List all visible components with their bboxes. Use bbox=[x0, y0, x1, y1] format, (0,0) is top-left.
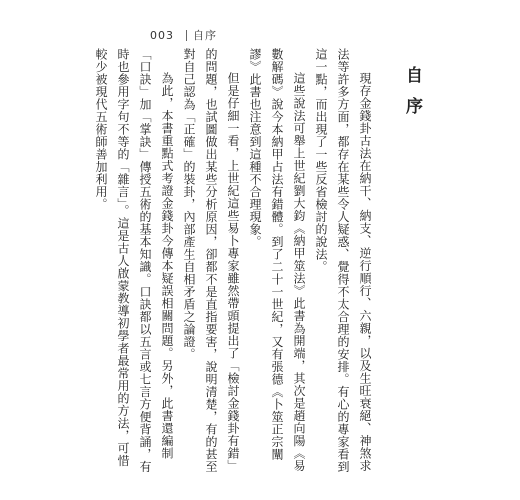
page-body bbox=[94, 48, 425, 478]
running-header bbox=[150, 27, 217, 43]
chapter-title: 自序 bbox=[402, 66, 422, 128]
paragraph-2: 這些說法可舉上世紀劉大鈞《納甲筮法》此書為開端，其次是趙向陽《易數解碼》說今本納甲占法有錯體。到了二十一世紀，又有張德《卜筮正宗闡謬》此書也注意到這種不合理現象。 bbox=[248, 48, 306, 472]
paragraph-1: 現存金錢卦古法在納干、納支、逆行順行、六親，以及生旺衰絕、神煞求法等許多方面，都存在某些令人疑惑、覺得不太合理的安排。有心的專家看到這一點，而出現了一些反省檢討的說法。 bbox=[314, 48, 372, 473]
page-number: 003 bbox=[150, 28, 174, 42]
header-section-title: 自序 bbox=[193, 29, 217, 42]
header-divider bbox=[186, 30, 187, 41]
paragraph-4: 為此，本書重點式考證金錢卦今傳本疑誤相關問題。另外，此書還編制「口訣」加「掌訣」傳授五術的基本知識。口訣都以五言或七言方便背誦，有時也參用字句不等的「雜言」。這是古人啟蒙教導初學者最常用的方法，可惜較少被現代五術師善加利用。 bbox=[94, 48, 174, 473]
paragraph-3: 但是仔細一看，上世紀這些易卜專家雖然帶頭提出了「檢討金錢卦有錯」的問題，也試圖做出某些分析原因，卻都不是直指要害，說明清楚，有的甚至對自己認為「正確」的裝卦，內部產生自相矛盾之論證。 bbox=[182, 48, 240, 473]
